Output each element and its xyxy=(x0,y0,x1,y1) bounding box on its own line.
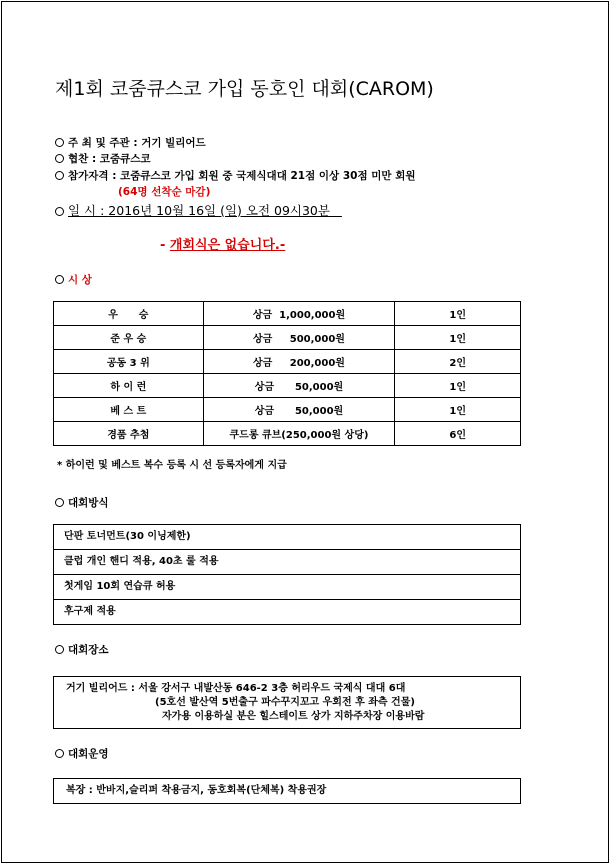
prize-rank: 우 승 xyxy=(54,302,204,326)
method-heading xyxy=(55,495,109,510)
prize-count: 1인 xyxy=(395,302,521,326)
method-box xyxy=(53,524,521,625)
method-item: 단판 토너먼트(30 이닝제한) xyxy=(64,531,191,542)
circle-bullet-icon xyxy=(55,645,64,654)
prize-rank: 공동 3 위 xyxy=(54,350,204,374)
prize-row xyxy=(54,374,521,398)
prize-table xyxy=(53,301,521,446)
circle-bullet-icon xyxy=(55,207,64,216)
prize-heading xyxy=(55,272,92,287)
prize-amount: 쿠드롱 큐브(250,000원 상당) xyxy=(203,422,395,446)
prize-amount: 상금 1,000,000원 xyxy=(203,302,395,326)
notice xyxy=(160,234,285,253)
prize-count: 1인 xyxy=(395,374,521,398)
circle-bullet-icon xyxy=(55,171,64,180)
prize-row xyxy=(54,398,521,422)
page-title: 제1회 코줌큐스코 가입 동호인 대회(CAROM) xyxy=(55,78,434,100)
prize-rank: 준 우 승 xyxy=(54,326,204,350)
prize-amount: 상금 200,000원 xyxy=(203,350,395,374)
host-line xyxy=(55,135,206,150)
method-item: 첫게임 10회 연습큐 허용 xyxy=(54,574,520,599)
date-label: 일 시 : xyxy=(68,203,109,218)
prize-count: 1인 xyxy=(395,398,521,422)
prize-row xyxy=(54,302,521,326)
notice-dash-left: - xyxy=(160,238,170,253)
venue-heading xyxy=(55,642,109,657)
prize-note: * 하이런 및 베스트 복수 등록 시 선 등록자에게 지급 xyxy=(57,460,287,471)
venue-address: 거기 빌리어드 : 서울 강서구 내발산동 646-2 3층 허리우드 국제식 대대 6대 xyxy=(66,683,406,694)
prize-rank: 경품 추첨 xyxy=(54,422,204,446)
prize-count: 2인 xyxy=(395,350,521,374)
circle-bullet-icon xyxy=(55,154,64,163)
venue-parking: 자가용 이용하실 분은 힐스테이트 상가 지하주차장 이용바람 xyxy=(162,711,425,722)
limit-text: (64명 선착순 마감) xyxy=(118,186,211,198)
operation-heading xyxy=(55,746,109,761)
prize-count: 6인 xyxy=(395,422,521,446)
eligibility-text: 참가자격 : 코줌큐스코 가입 회원 중 국제식대대 21점 이상 30점 미만 회원 xyxy=(68,170,416,182)
dress-code: 복장 : 반바지,슬리퍼 착용금지, 동호회복(단체복) 착용권장 xyxy=(66,785,327,796)
prize-row xyxy=(54,326,521,350)
notice-dash-right: - xyxy=(279,238,286,253)
venue-directions: (5호선 발산역 5번출구 파수꾸지꼬고 우회전 후 좌측 건물) xyxy=(155,697,415,708)
operation-heading-text: 대회운영 xyxy=(68,748,109,760)
circle-bullet-icon xyxy=(55,275,64,284)
prize-amount: 상금 50,000원 xyxy=(203,398,395,422)
prize-row xyxy=(54,422,521,446)
prize-amount: 상금 50,000원 xyxy=(203,374,395,398)
prize-count: 1인 xyxy=(395,326,521,350)
prize-rank: 베 스 트 xyxy=(54,398,204,422)
prize-amount: 상금 500,000원 xyxy=(203,326,395,350)
date-line xyxy=(55,201,342,219)
circle-bullet-icon xyxy=(55,749,64,758)
prize-rank: 하 이 런 xyxy=(54,374,204,398)
prize-heading-text: 시 상 xyxy=(68,274,92,286)
host-text: 주 최 및 주관 : 거기 빌리어드 xyxy=(68,137,206,149)
eligibility-line xyxy=(55,168,416,183)
sponsor-line xyxy=(55,151,151,166)
operation-box xyxy=(53,778,521,804)
method-item: 후구제 적용 xyxy=(54,599,520,624)
sponsor-text: 협찬 : 코줌큐스코 xyxy=(68,153,151,165)
venue-box xyxy=(53,676,521,729)
date-value: 2016년 10월 16일 (일) 오전 09시30분 xyxy=(108,203,330,218)
method-item: 클럽 개인 핸디 적용, 40초 룰 적용 xyxy=(54,549,520,574)
circle-bullet-icon xyxy=(55,138,64,147)
venue-heading-text: 대회장소 xyxy=(68,644,109,656)
method-heading-text: 대회방식 xyxy=(68,497,109,509)
prize-row xyxy=(54,350,521,374)
circle-bullet-icon xyxy=(55,498,64,507)
notice-text: 개회식은 없습니다. xyxy=(169,238,280,253)
